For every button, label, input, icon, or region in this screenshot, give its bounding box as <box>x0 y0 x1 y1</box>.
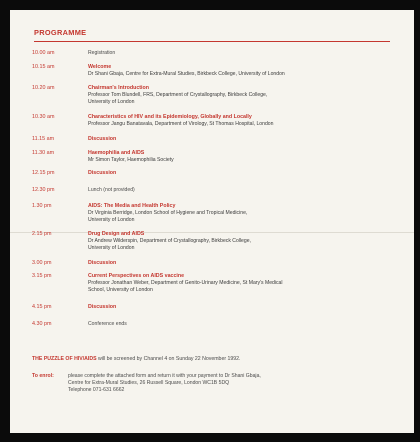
programme-sheet <box>10 10 414 433</box>
session-time: 12.15 pm <box>32 170 55 176</box>
session-speaker-line: Mr Simon Taylor, Haemophilia Society <box>88 157 174 163</box>
session-details <box>88 321 398 328</box>
session-time: 12.30 pm <box>32 187 55 193</box>
screening-title: THE PUZZLE OF HIV/AIDS <box>32 356 97 362</box>
session-time: 10.30 am <box>32 114 55 120</box>
session-time: 1.30 pm <box>32 203 52 209</box>
session-speaker-line: School, University of London <box>88 287 153 293</box>
session-speaker-line: Dr Virginia Berridge, London School of Hygiene and Tropical Medicine, <box>88 210 248 216</box>
session-title: Haemophilia and AIDS <box>88 150 145 156</box>
session-time: 10.00 am <box>32 50 55 56</box>
session-time: 10.15 am <box>32 64 55 70</box>
session-time: 11.15 am <box>32 136 55 142</box>
screening-note <box>32 356 240 362</box>
session-speaker-line: Professor Tom Blundell, FRS, Department of Crystallography, Birkbeck College, <box>88 92 268 98</box>
session-details <box>88 273 398 294</box>
session-time: 3.15 pm <box>32 273 52 279</box>
session-speaker-line: University of London <box>88 217 135 223</box>
enrol-line: Centre for Extra-Mural Studies, 26 Russell Square, London WC1B 5DQ <box>68 380 230 386</box>
session-title: Discussion <box>88 136 117 142</box>
session-details <box>88 136 398 143</box>
session-title: Drug Design and AIDS <box>88 231 145 237</box>
session-speaker-line: Professor Jonathan Weber, Department of Genito-Urinary Medicine, St Mary's Medical <box>88 280 283 286</box>
session-details <box>88 260 398 267</box>
session-title: Discussion <box>88 170 117 176</box>
session-time: 2.15 pm <box>32 231 52 237</box>
session-speaker-line: University of London <box>88 245 135 251</box>
session-speaker-line: Dr Shani Gbaja, Centre for Extra-Mural Studies, Birkbeck College, University of London <box>88 71 285 77</box>
session-time: 4.15 pm <box>32 304 52 310</box>
screening-text: will be screened by Channel 4 on Sunday 22 November 1992. <box>98 356 241 362</box>
session-details <box>88 64 398 78</box>
session-details <box>88 304 398 311</box>
session-title: Welcome <box>88 64 112 70</box>
session-details <box>88 187 398 194</box>
programme-heading: PROGRAMME <box>34 28 87 37</box>
session-details <box>88 150 398 164</box>
session-details <box>88 231 398 252</box>
session-details <box>88 50 398 57</box>
session-title: Discussion <box>88 260 117 266</box>
session-speaker-line: University of London <box>88 99 135 105</box>
session-title: Characteristics of HIV and its Epidemiology, Globally and Locally <box>88 114 252 120</box>
enrol-body <box>68 373 378 394</box>
session-speaker-line: Dr Andrew Wilderspin, Department of Crystallography, Birkbeck College, <box>88 238 251 244</box>
session-details <box>88 170 398 177</box>
enrol-label: To enrol: <box>32 373 54 379</box>
session-details <box>88 114 398 128</box>
session-speaker-line: Conference ends <box>88 321 127 327</box>
session-details <box>88 85 398 106</box>
session-details <box>88 203 398 224</box>
session-speaker-line: Professor Jangu Banatavala, Department of Virology, St Thomas Hospital, London <box>88 121 274 127</box>
session-title: AIDS: The Media and Health Policy <box>88 203 176 209</box>
session-time: 11.30 am <box>32 150 55 156</box>
session-title: Current Perspectives on AIDS vaccine <box>88 273 185 279</box>
session-speaker-line: Lunch (not provided) <box>88 187 135 193</box>
session-speaker-line: Registration <box>88 50 116 56</box>
session-title: Chairman's Introduction <box>88 85 149 91</box>
enrol-line: please complete the attached form and return it with your payment to Dr Shani Gbaja, <box>68 373 261 379</box>
session-time: 10.20 am <box>32 85 55 91</box>
heading-rule <box>34 41 390 42</box>
enrol-line: Telephone 071-631 6662 <box>68 387 125 393</box>
session-time: 3.00 pm <box>32 260 52 266</box>
session-time: 4.30 pm <box>32 321 52 327</box>
session-title: Discussion <box>88 304 117 310</box>
